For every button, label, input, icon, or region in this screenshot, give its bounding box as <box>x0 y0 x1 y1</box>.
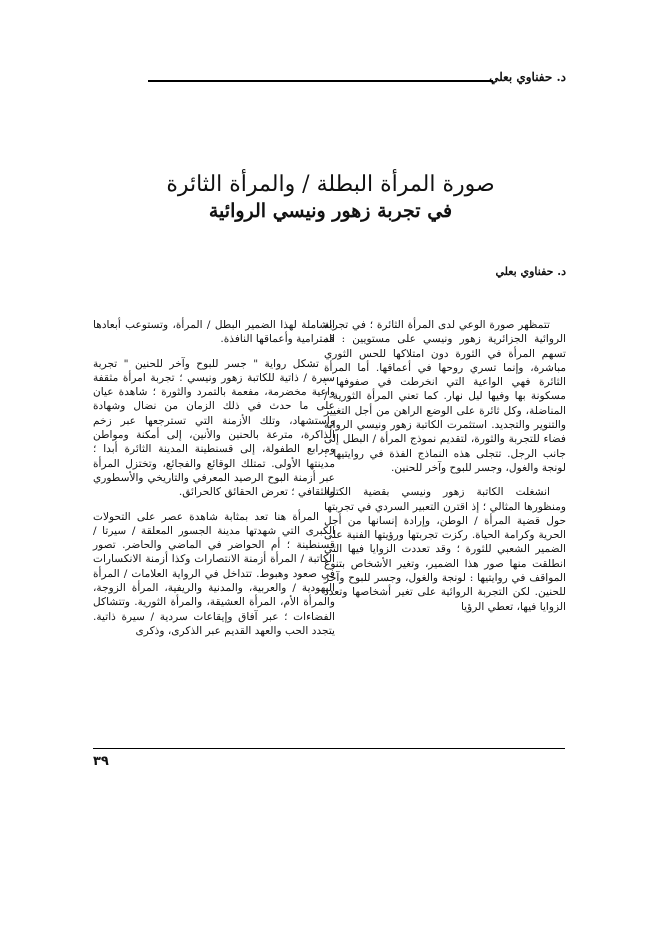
paragraph: تتمظهر صورة الوعي لدى المرأة الثائرة ؛ في تجربة الروائية الجزائرية زهور ونيسي على مستويين : قد تسهم المرأة في الثورة دون امتلاكها للحس الثوري مباشرة، وإنما تسري روحها في أعماقها. أما المرأة الثائرة فهي الواعية التي انخرطت في صفوفها ؛ مسكونة بها وفيها ليل نهار. كما تعني المرأة الثورية / المناضلة، وكل ثائرة على الوضع الراهن من أجل التغيير والتنوير والتجديد. استثمرت الكاتبة زهور ونيسي الرواية فضاء للتجربة والثورة، لتقديم نموذج المرأة / البطل إلى جانب الرجل. تتجلى هذه النماذج الفذة في روايتيها : لونجة والغول، وجسر للبوح وآخر للحنين. <box>324 319 566 474</box>
article-title: صورة المرأة البطلة / والمرأة الثائرة <box>166 172 495 197</box>
page-number: ٣٩ <box>93 754 109 769</box>
paragraph: انشغلت الكاتبة زهور ونيسي بقضية الكتابة ومنظورها المثالي ؛ إذ اقترن التعبير السردي في تجربتها حول قضية المرأة / الوطن، وإرادة إنسانها من أجل الحرية وكرامة الحياة. ركزت تجربتها ورؤيتها الفنية على الضمير الشعبي للثورة ؛ وقد تعددت الزوايا فيها التي انطلقت منها صور هذا الضمير، وتغير الأشخاص بتنوع المواقف في روايتيها : لونجة والغول، وجسر للبوح وآخر للحنين. لكن التجربة الروائية على تغير أشخاصها وتعدد الزوايا فيها، تعطي الرؤيا <box>324 486 566 613</box>
footer-rule <box>93 748 565 749</box>
paragraph: تشكل رواية " جسر للبوح وآخر للحنين " تجربة سيرة / ذاتية للكاتبة زهور ونيسي ؛ تجربة امرأة مثقفة واعية مخضرمة، مفعمة بالتمرد والثورة ؛ شاهدة عيان على ما حدث في ذلك الزمان من نضال وشهادة واستشهاد، وتلك الأزمنة التي تسترجعها عبر زخم الذاكرة، مترعة بالحنين والأنين، إلى أمكنة ومواطن ومرابع الطفولة، إلى قسنطينة المدينة الثائرة أبدا ؛ مدينتها الأولى. تمتلك الوقائع والفجائع، وتختزل المرأة عبر أزمنة البوح الرصيد المعرفي والتاريخي والأسطوري والثقافي ؛ تعرض الحقائق كالحرائق. <box>93 357 335 499</box>
article-byline: د. حفناوي بعلي <box>495 265 566 278</box>
running-header-author: د. حفناوي بعلي <box>489 70 566 84</box>
header-rule <box>148 80 493 82</box>
article-subtitle: في تجربة زهور ونيسي الروائية <box>208 200 453 222</box>
left-column <box>93 318 335 648</box>
paragraph-continued: الشاملة لهذا الضمير البطل / المرأة، وتستوعب أبعادها المترامية وأعماقها النافذة. <box>93 319 335 346</box>
right-column <box>324 318 566 624</box>
paragraph: المرأة هنا تعد بمثابة شاهدة عصر على التحولات الكبرى التي شهدتها مدينة الجسور المعلقة / سيرتا / قسنطينة ؛ أم الحواضر في الماضي والحاضر. تصور الكاتبة / المرأة أزمنة الانتصارات وكذا أزمنة الانكسارات في صعود وهبوط. تتداخل في الرواية العلامات / المرأة اليهودية / والعربية، والمدنية والريفية، المرأة الزوجة، والمرأة الأم، المرأة العشيقة، والمرأة الثورية. وتتشاكل الفضاءات ؛ عبر آفاق وإيقاعات سردية / سيرة ذاتية. يتجدد الحب والعهد القديم عبر الذكرى، وذكرى <box>93 510 335 637</box>
